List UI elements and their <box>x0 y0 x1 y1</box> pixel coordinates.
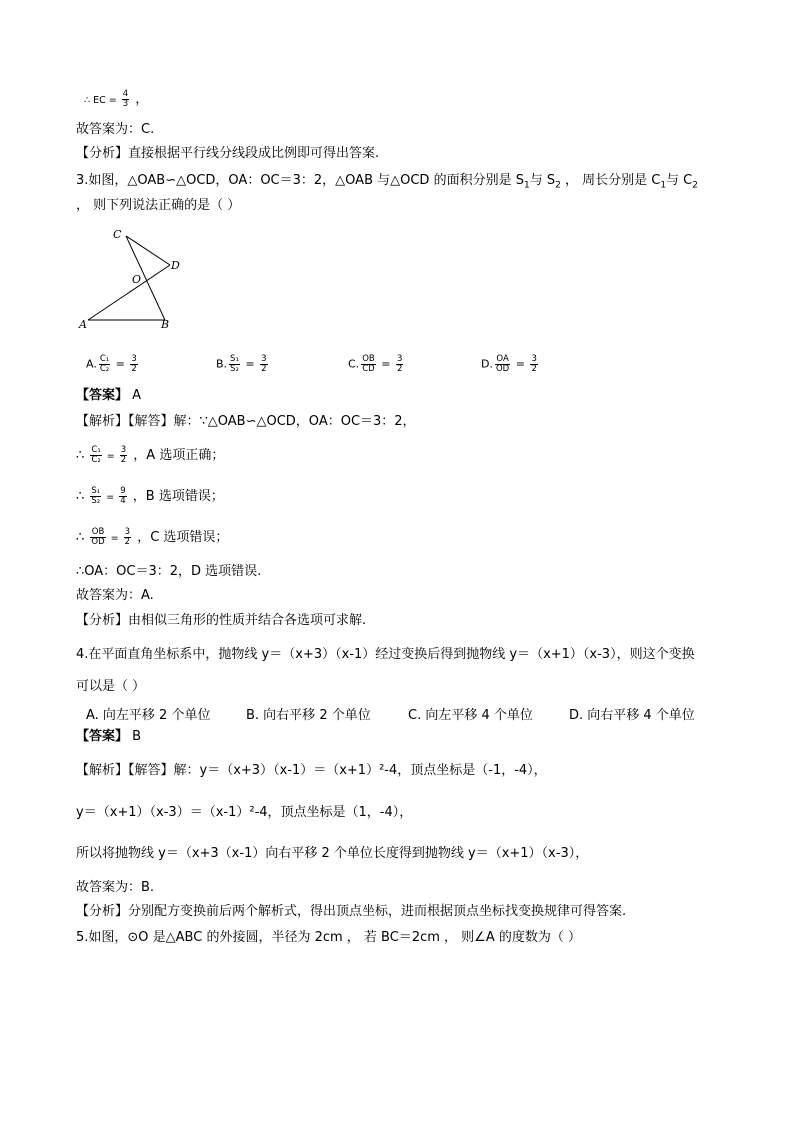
step-3b: ∴ $\frac{\text{S₁}}{\text{S₂}}$ = $\frac{9}{4}$ ，B 选项错误； <box>76 486 224 506</box>
question-3-line2: ， 则下列说法正确的是（ ） <box>76 198 241 213</box>
segment-ad <box>88 265 170 320</box>
option-d[interactable]: D. $\frac{OA}{OD}$ = $\frac{3}{2}$ <box>481 354 537 374</box>
answer-line: 故答案为：C. <box>76 122 155 137</box>
analysis-4: 【解析】【解答】解：y＝（x+3）（x-1）＝（x+1）²-4，顶点坐标是（-1，-4）， <box>76 763 547 778</box>
analysis-line: 【分析】直接根据平行线分线段成比例即可得出答案. <box>76 146 380 161</box>
label-b: B <box>161 318 170 331</box>
question-5: 5.如图，⊙O 是△ABC 的外接圆，半径为 2cm ， 若 BC＝2cm ， 则∠A 的度数为（ ） <box>76 930 581 945</box>
label-a: A <box>79 318 87 331</box>
analysis-4-summary: 【分析】分别配方变换前后两个解析式，得出顶点坐标，进而根据顶点坐标找变换规律可得答案. <box>76 904 627 919</box>
option-a[interactable]: A. $\frac{\text{C₁}}{\text{C₂}}$ = $\frac{3}{2}$ <box>86 354 137 374</box>
choice-4d[interactable]: D. 向右平移 4 个单位 <box>569 708 695 723</box>
question-3-line1: 3.如图，△OAB∽△OCD，OA：OC＝3：2，△OAB 与△OCD 的面积分别是 $S_1$与 $S_2$ ， 周长分别是 $C_1$与 $C_2$ <box>76 173 698 191</box>
analysis-3: 【解析】【解答】解：∵△OAB∽△OCD，OA：OC＝3：2， <box>76 414 416 429</box>
ec-text: ∴ EC = <box>84 95 120 106</box>
step-3a: ∴ $\frac{\text{C₁}}{\text{C₂}}$ = $\frac{3}{2}$ ，A 选项正确； <box>76 445 225 465</box>
option-b[interactable]: B. $\frac{\text{S₁}}{\text{S₂}}$ = $\frac{3}{2}$ <box>216 354 267 374</box>
choice-4a[interactable]: A. 向左平移 2 个单位 <box>86 708 211 723</box>
step-4c: 故答案为：B. <box>76 880 155 895</box>
step-4b: 所以将抛物线 y＝（x+3（x-1）向右平移 2 个单位长度得到抛物线 y＝（x+1）（x-3）， <box>76 846 589 861</box>
analysis-3-summary: 【分析】由相似三角形的性质并结合各选项可求解. <box>76 613 367 628</box>
choice-4b[interactable]: B. 向右平移 2 个单位 <box>246 708 371 723</box>
question-4-line2: 可以是（ ） <box>76 679 146 694</box>
step-3c: ∴ $\frac{OB}{OD}$ = $\frac{3}{2}$ ，C 选项错误； <box>76 527 229 547</box>
step-3d: ∴OA：OC＝3：2，D 选项错误. <box>76 564 262 579</box>
step-4a: y＝（x+1）（x-3）＝（x-1）²-4，顶点坐标是（1，-4）， <box>76 805 413 820</box>
label-d: D <box>171 259 180 272</box>
question-4-line1: 4.在平面直角坐标系中，抛物线 y＝（x+3）（x-1）经过变换后得到抛物线 y＝（x+1）（x-3），则这个变换 <box>76 647 695 662</box>
answer-4: 【答案】 B <box>76 729 142 744</box>
label-c: C <box>113 228 122 241</box>
label-o: O <box>132 273 142 286</box>
step-3e: 故答案为：A. <box>76 588 154 603</box>
fraction-4-3: $\frac{4}{3}$ <box>122 89 129 109</box>
line-ec: ∴ EC = $\frac{4}{3}$ ， <box>84 89 149 109</box>
triangle-figure <box>76 225 196 335</box>
option-c[interactable]: C. $\frac{OB}{CD}$ = $\frac{3}{2}$ <box>348 354 403 374</box>
answer-3: 【答案】 A <box>76 388 142 403</box>
choice-4c[interactable]: C. 向左平移 4 个单位 <box>408 708 533 723</box>
